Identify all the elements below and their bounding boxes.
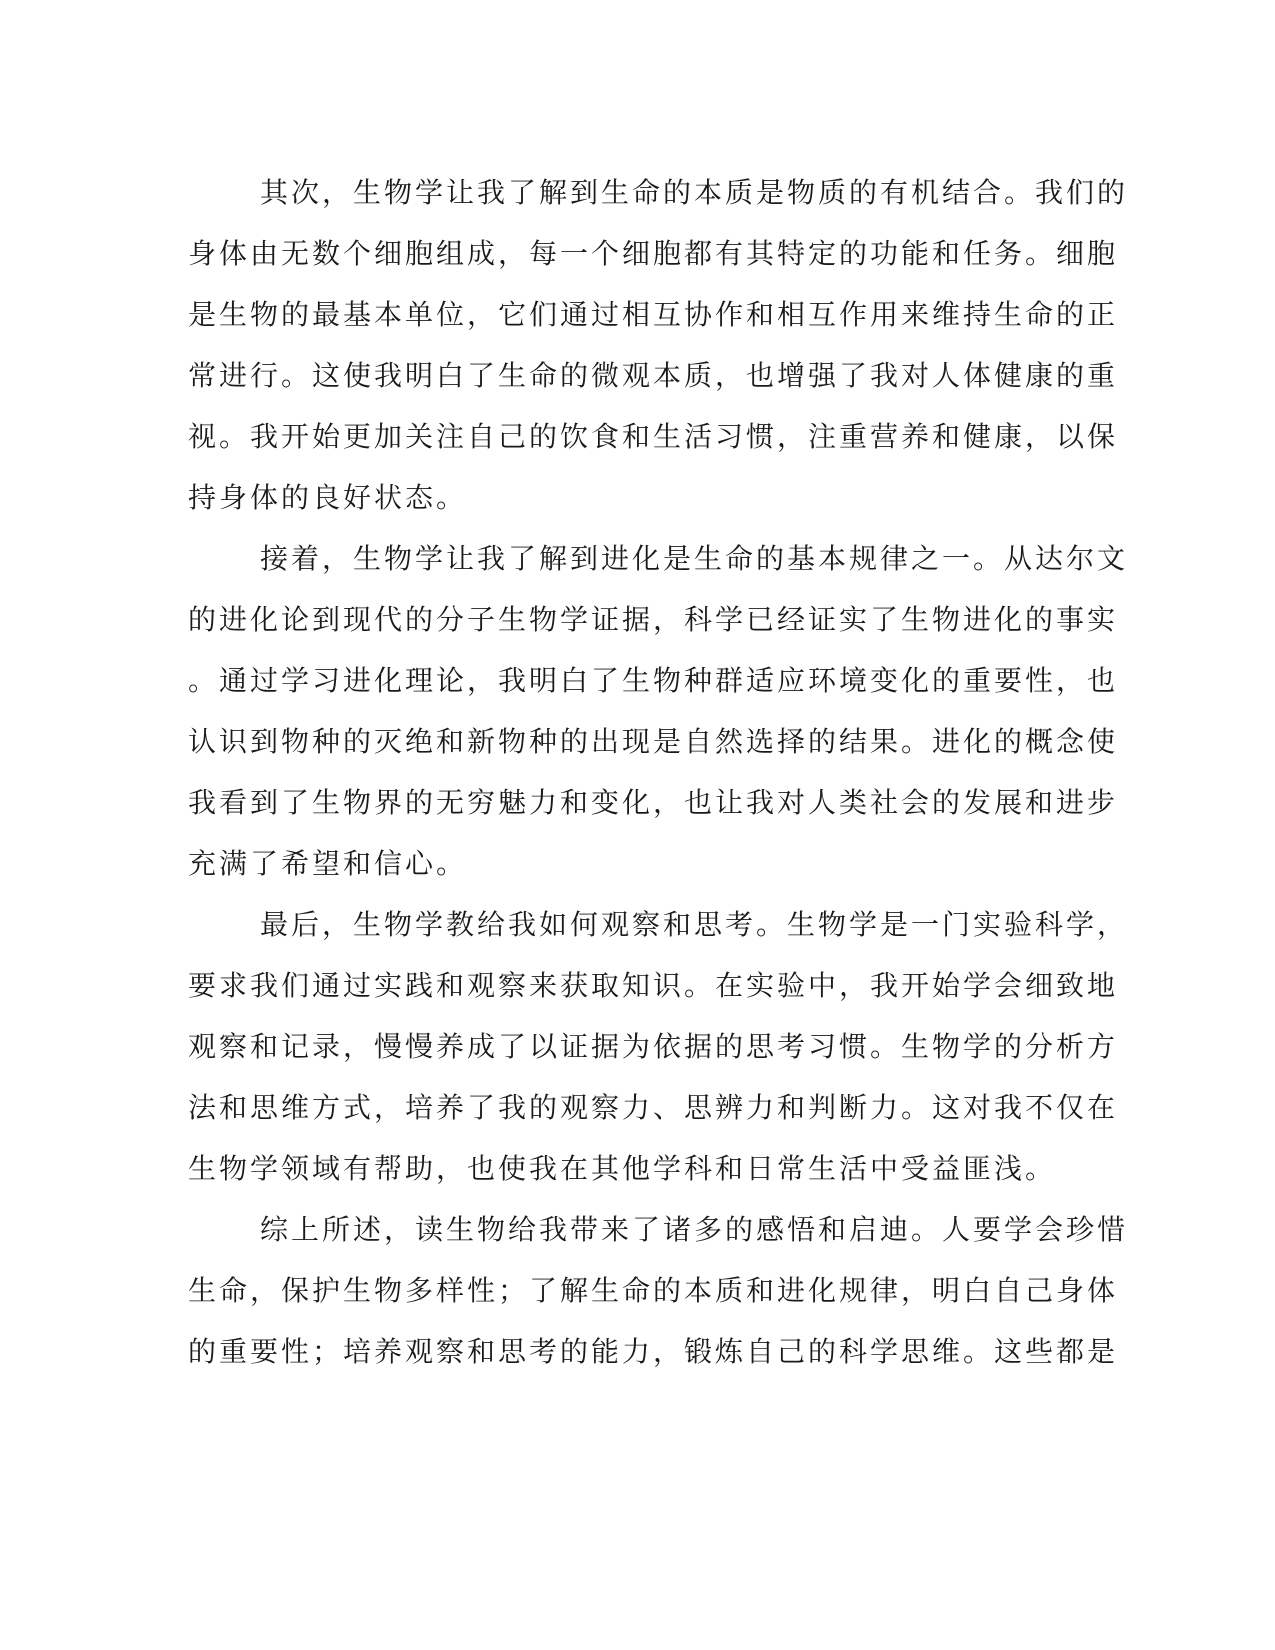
paragraph-3 [188,894,1129,1199]
paragraph-1 [188,162,1129,528]
paragraph-line: 最后，生物学教给我如何观察和思考。生物学是一门实验科学， [260,908,1129,941]
paragraph-line: 综上所述，读生物给我带来了诸多的感悟和启迪。人要学会珍惜 [260,1213,1129,1246]
paragraph-line: 我看到了生物界的无穷魅力和变化，也让我对人类社会的发展和进步 [188,786,1119,819]
paragraph-line: 生物学领域有帮助，也使我在其他学科和日常生活中受益匪浅。 [188,1152,1057,1185]
paragraph-line: 其次，生物学让我了解到生命的本质是物质的有机结合。我们的 [260,176,1129,209]
paragraph-2 [188,528,1129,894]
body-text [188,162,1129,1382]
paragraph-line: 常进行。这使我明白了生命的微观本质，也增强了我对人体健康的重 [188,359,1119,392]
paragraph-line: 。通过学习进化理论，我明白了生物种群适应环境变化的重要性，也 [188,664,1119,697]
paragraph-line: 要求我们通过实践和观察来获取知识。在实验中，我开始学会细致地 [188,969,1119,1002]
paragraph-4 [188,1199,1129,1382]
paragraph-line: 身体由无数个细胞组成，每一个细胞都有其特定的功能和任务。细胞 [188,237,1119,270]
paragraph-line: 法和思维方式，培养了我的观察力、思辨力和判断力。这对我不仅在 [188,1091,1119,1124]
paragraph-line: 持身体的良好状态。 [188,481,468,514]
paragraph-line: 的进化论到现代的分子生物学证据，科学已经证实了生物进化的事实 [188,603,1119,636]
paragraph-line: 视。我开始更加关注自己的饮食和生活习惯，注重营养和健康，以保 [188,420,1119,453]
paragraph-line: 是生物的最基本单位，它们通过相互协作和相互作用来维持生命的正 [188,298,1119,331]
paragraph-line: 充满了希望和信心。 [188,847,468,880]
paragraph-line: 观察和记录，慢慢养成了以证据为依据的思考习惯。生物学的分析方 [188,1030,1119,1063]
paragraph-line: 生命，保护生物多样性；了解生命的本质和进化规律，明白自己身体 [188,1274,1119,1307]
paragraph-line: 认识到物种的灭绝和新物种的出现是自然选择的结果。进化的概念使 [188,725,1119,758]
paragraph-line: 的重要性；培养观察和思考的能力，锻炼自己的科学思维。这些都是 [188,1335,1119,1368]
paragraph-line: 接着，生物学让我了解到进化是生命的基本规律之一。从达尔文 [260,542,1129,575]
